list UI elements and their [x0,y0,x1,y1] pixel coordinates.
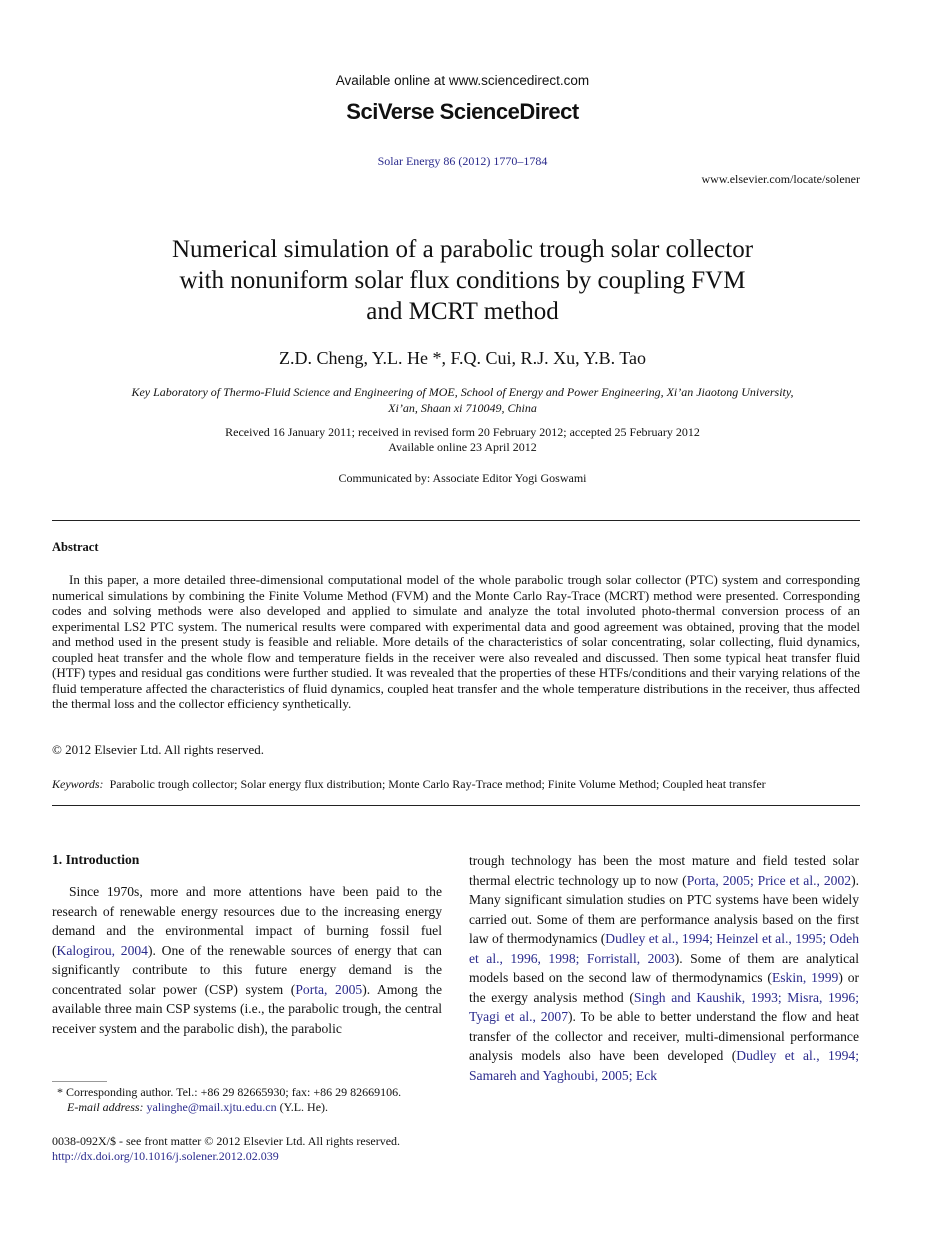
paper-title [0,234,925,327]
email-label: E-mail address: [67,1100,144,1114]
body-text: ). Among the available three main CSP systems (i.e., the parabolic trough, the central receiver system and the parabolic dish), the parabolic [52,981,442,1036]
abstract-text: In this paper, a more detailed three-dimensional computational model of the whole parabolic trough solar collector (PTC) system and corresponding numerical simulations by combining the Finite Volume Method (FVM) and the Monte Carlo Ray-Trace (MCRT) method were presented. Corresponding codes and solving methods were also developed and applied to simulate and analyze the total involuted photo-thermal conversion process of an experimental LS2 PTC system. The numerical results were compared with experimental data and good agreement was obtained, proving that the model and method used in the present study is feasible and reliable. More details of the characteristics of solar concentrating, solar collecting, fluid dynamics, coupled heat transfer and the whole flow and temperature fields in the receiver were also revealed and discussed. Then some typical heat transfer fluid (HTF) types and residual gas conditions were further studied. It was revealed that the properties of these HTFs/conditions and their varying relations of the fluid temperature affected the characteristics of fluid dynamics, coupled heat transfer and the whole temperature distributions in the receiver, thus affected the thermal loss and the collector efficiency synthetically. [52,572,860,711]
sciencedirect-logo: SciVerse ScienceDirect [346,99,579,124]
affiliation-line: Key Laboratory of Thermo-Fluid Science and Engineering of MOE, School of Energy and Power Engineering, Xi’an Jiaotong University, [131,385,794,399]
body-text: ) or the exergy analysis method ( [469,970,860,1005]
title-line: with nonuniform solar flux conditions by coupling FVM [179,267,746,294]
body-text: trough technology has been the most mature and field tested solar thermal electric technology up to now ( [469,853,859,888]
keywords [52,777,766,792]
body-text: ). One of the renewable sources of energy that can significantly contribute to this future energy demand is the concentrated solar power (CSP) system ( [52,942,442,997]
footnote-corresponding: * Corresponding author. Tel.: +86 29 82665930; fax: +86 29 82669106. [57,1085,402,1099]
authors: Z.D. Cheng, Y.L. He *, F.Q. Cui, R.J. Xu, Y.B. Tao [279,348,646,368]
available-online-text: Available online at www.sciencedirect.com [335,73,590,88]
abstract-copyright: © 2012 Elsevier Ltd. All rights reserved. [52,742,265,757]
divider [52,520,860,521]
dates [0,425,925,455]
body-text: ). Some of them are analytical models based on the second law of thermodynamics ( [469,950,859,985]
available-online-date: Available online 23 April 2012 [388,440,537,454]
affiliation-line: Xi’an, Shaan xi 710049, China [388,401,537,415]
email-suffix: (Y.L. He). [276,1100,329,1114]
citation-link[interactable]: Dudley et al., 1994; Heinzel et al., 1995; Odeh et al., 1996, 1998; Forristall, 2003 [469,931,860,966]
affiliation [0,384,925,416]
citation-link[interactable]: Porta, 2005 [295,981,363,997]
intro-column-2 [469,851,859,1085]
abstract-heading: Abstract [52,540,99,554]
citation-link[interactable]: Kalogirou, 2004 [56,942,148,958]
footnote [57,1085,447,1115]
citation-link[interactable]: Eskin, 1999 [771,970,839,985]
title-line: and MCRT method [366,298,559,325]
divider [52,805,860,806]
email-link[interactable]: yalinghe@mail.xjtu.edu.cn [146,1100,277,1114]
citation-link[interactable]: Dudley et al., 1994; Samareh and Yaghoubi, 2005; Eck [469,1048,859,1083]
body-text: Since 1970s, more and more attentions have been paid to the research of renewable energy resources due to the increasing energy demand and the environmental impact of burning fossil fuel ( [52,884,442,958]
citation-link[interactable]: Porta, 2005; Price et al., 2002 [686,872,852,888]
journal-url: www.elsevier.com/locate/solener [701,172,860,186]
journal-citation[interactable]: Solar Energy 86 (2012) 1770–1784 [377,154,548,168]
body-text: ). Many significant simulation studies on PTC systems have been widely carried out. Some of them are performance analysis based on the first law of thermodynamics ( [469,872,859,946]
doi-link[interactable]: http://dx.doi.org/10.1016/j.solener.2012.02.039 [52,1149,279,1163]
body-text: ). To be able to better understand the flow and heat transfer of the collector and receiver, multi-dimensional performance analysis models also have been developed ( [469,1009,860,1063]
front-matter [52,1134,400,1164]
keywords-text: Parabolic trough collector; Solar energy flux distribution; Monte Carlo Ray-Trace method; Finite Volume Method; Coupled heat transfer [109,777,766,791]
title-line: Numerical simulation of a parabolic trough solar collector [171,236,754,263]
communicated-by: Communicated by: Associate Editor Yogi Goswami [338,471,587,485]
keywords-label: Keywords: [52,777,104,791]
section-heading-introduction: 1. Introduction [52,852,140,867]
citation-link[interactable]: Singh and Kaushik, 1993; Misra, 1996; Tyagi et al., 2007 [469,989,859,1024]
front-matter-text: 0038-092X/$ - see front matter © 2012 Elsevier Ltd. All rights reserved. [52,1134,401,1148]
footnote-rule [52,1081,107,1082]
intro-column-1 [52,882,442,1038]
journal-citation-link[interactable] [0,154,925,169]
received-dates: Received 16 January 2011; received in revised form 20 February 2012; accepted 25 February 2012 [225,425,700,439]
